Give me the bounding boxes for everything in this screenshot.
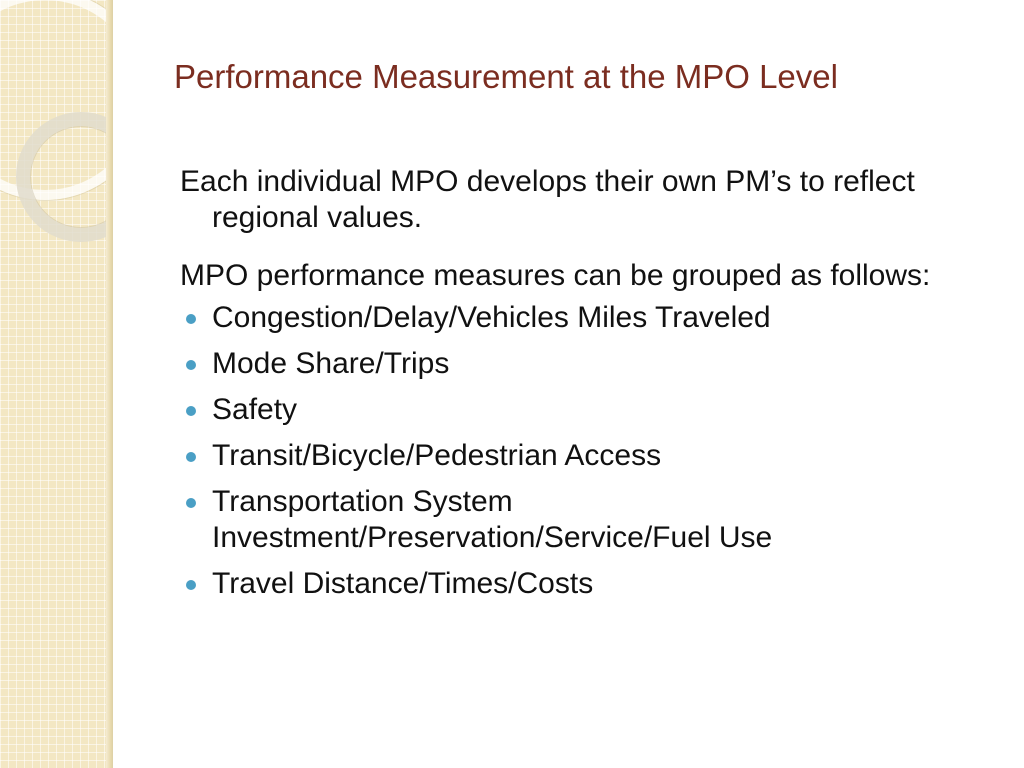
decorative-side-panel [0,0,113,768]
bullet-item [180,566,970,602]
bullet-dot-icon [186,580,196,590]
bullet-item [180,392,970,428]
bullet-list [180,300,970,602]
bullet-dot-icon [186,406,196,416]
slide-body [180,164,970,612]
bullet-dot-icon [186,314,196,324]
bullet-item [180,346,970,382]
bullet-text: Travel Distance/Times/Costs [212,567,594,600]
bullet-item [180,300,970,336]
bullet-text: Mode Share/Trips [212,347,450,380]
body-paragraph-grouping: MPO performance measures can be grouped as follows: [180,259,931,292]
bullet-text: Congestion/Delay/Vehicles Miles Traveled [212,301,771,334]
bullet-dot-icon [186,452,196,462]
bullet-text: Safety [212,393,298,426]
side-panel-edge [106,0,113,768]
bullet-text: Transit/Bicycle/Pedestrian Access [212,439,662,472]
bullet-item [180,438,970,474]
bullet-item [180,484,970,556]
slide-title: Performance Measurement at the MPO Level [174,58,838,95]
bullet-dot-icon [186,360,196,370]
bullet-text: Transportation System Investment/Preservation/Service/Fuel Use [212,485,773,554]
bullet-dot-icon [186,498,196,508]
body-paragraph-intro: Each individual MPO develops their own PM’s to reflect regional values. [180,165,915,234]
